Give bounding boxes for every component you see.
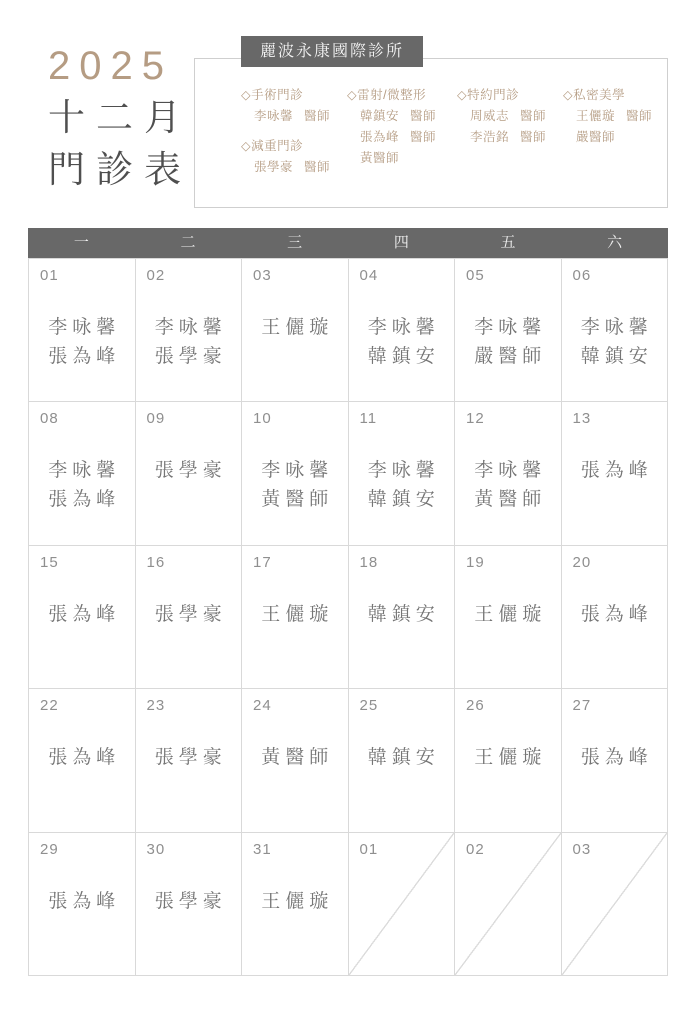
doctor-names xyxy=(242,887,348,916)
doctor-name: 韓鎮安 xyxy=(580,346,653,367)
day-number: 25 xyxy=(359,697,379,715)
legend-doctor: 張為峰 醫師 xyxy=(360,130,436,144)
calendar-day-cell xyxy=(349,401,456,544)
calendar-day-cell xyxy=(242,545,349,688)
legend-category: ◇特約門診 xyxy=(457,88,520,102)
day-number: 13 xyxy=(572,410,592,428)
doctor-name: 韓鎮安 xyxy=(367,603,440,625)
legend-doctor: 張學豪 醫師 xyxy=(254,160,330,174)
title-month: 十二月 xyxy=(48,97,192,138)
doctor-names xyxy=(455,743,561,772)
doctor-names xyxy=(562,313,668,371)
weekday-label: 三 xyxy=(287,234,303,251)
day-number: 01 xyxy=(359,840,379,858)
legend-column-1 xyxy=(241,85,347,187)
calendar-day-cell xyxy=(29,258,136,401)
doctor-name: 李咏馨 xyxy=(580,317,653,338)
calendar-day-cell xyxy=(29,832,136,975)
title-year: 2025 xyxy=(48,44,173,88)
calendar-day-cell xyxy=(29,688,136,831)
doctor-names xyxy=(29,456,135,514)
day-number: 12 xyxy=(466,410,485,428)
day-number: 02 xyxy=(466,840,485,858)
doctor-names xyxy=(136,313,242,371)
doctor-name: 韓鎮安 xyxy=(367,489,440,511)
doctor-name: 張為峰 xyxy=(48,747,121,769)
legend-doctor: 韓鎮安 醫師 xyxy=(360,109,436,123)
day-number: 26 xyxy=(466,697,485,715)
calendar-day-cell xyxy=(455,401,562,544)
doctor-name: 李咏馨 xyxy=(48,460,121,482)
day-number: 02 xyxy=(146,267,166,284)
doctor-names xyxy=(455,313,561,371)
doctor-name: 張學豪 xyxy=(154,346,227,367)
calendar-day-cell xyxy=(562,401,669,544)
calendar-day-cell xyxy=(136,258,243,401)
day-number: 27 xyxy=(572,697,592,715)
doctor-name: 韓鎮安 xyxy=(367,346,440,367)
day-number: 03 xyxy=(253,267,272,284)
doctor-name: 李咏馨 xyxy=(154,317,227,338)
legend-category: ◇手術門診 xyxy=(241,88,304,102)
calendar-day-cell xyxy=(455,258,562,401)
clinic-name-badge: 麗波永康國際診所 xyxy=(241,36,423,67)
doctor-name: 李咏馨 xyxy=(48,317,121,338)
calendar-day-cell xyxy=(455,832,562,975)
doctor-name: 張學豪 xyxy=(154,603,227,625)
weekday-label: 五 xyxy=(500,234,516,251)
doctor-name: 張為峰 xyxy=(580,460,653,482)
legend-group xyxy=(241,136,347,178)
legend-doctor: 黃醫師 xyxy=(360,151,400,165)
calendar-day-cell xyxy=(136,832,243,975)
calendar-day-cell xyxy=(455,545,562,688)
calendar-day-cell xyxy=(455,688,562,831)
legend-doctor: 王儷璇 醫師 xyxy=(576,109,652,123)
doctor-names xyxy=(136,456,242,485)
doctor-names xyxy=(455,600,561,629)
day-number: 20 xyxy=(572,553,592,571)
calendar-day-cell xyxy=(562,832,669,975)
calendar-day-cell xyxy=(242,688,349,831)
calendar-day-cell xyxy=(29,401,136,544)
calendar-day-cell xyxy=(242,401,349,544)
day-number: 22 xyxy=(40,697,59,715)
day-number: 18 xyxy=(359,553,379,571)
weekday-label: 四 xyxy=(393,234,409,251)
doctor-name: 王儷璇 xyxy=(261,317,334,338)
doctor-name: 李咏馨 xyxy=(367,317,440,338)
day-number: 09 xyxy=(146,410,166,428)
day-number: 04 xyxy=(359,267,379,284)
legend-category: ◇雷射/微整形 xyxy=(347,88,427,102)
day-number: 30 xyxy=(146,840,166,858)
weekday-header-row xyxy=(28,228,668,258)
doctor-name: 張為峰 xyxy=(48,489,121,511)
title-label: 門診表 xyxy=(48,149,192,190)
doctor-name: 韓鎮安 xyxy=(367,747,440,769)
calendar-day-cell xyxy=(349,258,456,401)
legend-doctor: 李浩銘 醫師 xyxy=(470,130,546,144)
calendar-day-cell xyxy=(349,688,456,831)
day-number: 05 xyxy=(466,267,485,284)
doctor-names xyxy=(136,600,242,629)
day-number: 11 xyxy=(359,410,378,428)
day-number: 06 xyxy=(572,267,592,284)
doctor-name: 張學豪 xyxy=(154,460,227,482)
legend-category: ◇私密美學 xyxy=(563,88,626,102)
doctor-name: 李咏馨 xyxy=(367,460,440,482)
doctor-name: 王儷璇 xyxy=(474,603,547,625)
doctor-name: 張為峰 xyxy=(48,603,121,625)
weekday-label: 一 xyxy=(73,234,89,251)
page-title xyxy=(48,40,192,196)
doctor-name: 王儷璇 xyxy=(474,747,547,769)
day-number: 16 xyxy=(146,553,166,571)
doctor-names xyxy=(349,600,455,629)
day-number: 17 xyxy=(253,553,272,571)
legend-column-2 xyxy=(347,85,457,187)
doctor-names xyxy=(349,313,455,371)
calendar-day-cell xyxy=(349,545,456,688)
doctor-names xyxy=(562,600,668,629)
doctor-name: 王儷璇 xyxy=(261,603,334,625)
doctor-names xyxy=(455,456,561,514)
calendar-day-cell xyxy=(29,545,136,688)
legend-doctor: 周威志 醫師 xyxy=(470,109,546,123)
doctor-names xyxy=(136,743,242,772)
doctor-name: 嚴醫師 xyxy=(474,346,547,367)
doctor-name: 李咏馨 xyxy=(474,317,547,338)
day-number: 08 xyxy=(40,410,59,428)
doctor-names xyxy=(29,887,135,916)
doctor-name: 黃醫師 xyxy=(261,489,334,511)
doctor-names xyxy=(349,743,455,772)
doctor-name: 黃醫師 xyxy=(474,489,547,511)
doctor-name: 張學豪 xyxy=(154,747,227,769)
doctor-names xyxy=(562,456,668,485)
day-number: 29 xyxy=(40,840,59,858)
calendar-day-cell xyxy=(349,832,456,975)
day-number: 15 xyxy=(40,553,59,571)
doctor-names xyxy=(242,743,348,772)
legend-doctor: 李咏馨 醫師 xyxy=(254,109,330,123)
calendar-day-cell xyxy=(242,258,349,401)
calendar-day-cell xyxy=(136,545,243,688)
doctor-name: 張學豪 xyxy=(154,890,227,912)
doctor-names xyxy=(242,456,348,514)
doctor-names xyxy=(29,743,135,772)
weekday-label: 二 xyxy=(180,234,196,251)
doctor-names xyxy=(136,887,242,916)
legend-box xyxy=(194,43,668,208)
doctor-names xyxy=(242,313,348,342)
doctor-names xyxy=(242,600,348,629)
calendar-day-cell xyxy=(562,545,669,688)
day-number: 19 xyxy=(466,553,485,571)
doctor-names xyxy=(349,456,455,514)
day-number: 24 xyxy=(253,697,272,715)
doctor-name: 李咏馨 xyxy=(474,460,547,482)
calendar-day-cell xyxy=(242,832,349,975)
legend-group xyxy=(563,85,652,148)
doctor-name: 張為峰 xyxy=(580,747,653,769)
legend-columns xyxy=(241,85,659,187)
doctor-name: 李咏馨 xyxy=(261,460,334,482)
legend-column-4 xyxy=(563,85,652,187)
day-number: 10 xyxy=(253,410,272,428)
doctor-names xyxy=(29,313,135,371)
calendar-day-cell xyxy=(562,258,669,401)
calendar-day-cell xyxy=(562,688,669,831)
legend-group xyxy=(241,85,347,127)
legend-category: ◇減重門診 xyxy=(241,139,304,153)
calendar-day-cell xyxy=(136,401,243,544)
day-number: 03 xyxy=(572,840,592,858)
calendar-grid xyxy=(28,258,668,976)
legend-doctor: 嚴醫師 xyxy=(576,130,616,144)
day-number: 23 xyxy=(146,697,166,715)
day-number: 01 xyxy=(40,267,59,284)
legend-group xyxy=(347,85,457,169)
calendar xyxy=(28,228,668,976)
doctor-name: 張為峰 xyxy=(580,603,653,625)
doctor-name: 王儷璇 xyxy=(261,890,334,912)
doctor-names xyxy=(29,600,135,629)
legend-column-3 xyxy=(457,85,563,187)
doctor-name: 張為峰 xyxy=(48,346,121,367)
day-number: 31 xyxy=(253,840,272,858)
calendar-day-cell xyxy=(136,688,243,831)
doctor-name: 黃醫師 xyxy=(261,747,334,769)
weekday-label: 六 xyxy=(607,234,623,251)
doctor-name: 張為峰 xyxy=(48,890,121,912)
doctor-names xyxy=(562,743,668,772)
legend-group xyxy=(457,85,563,148)
